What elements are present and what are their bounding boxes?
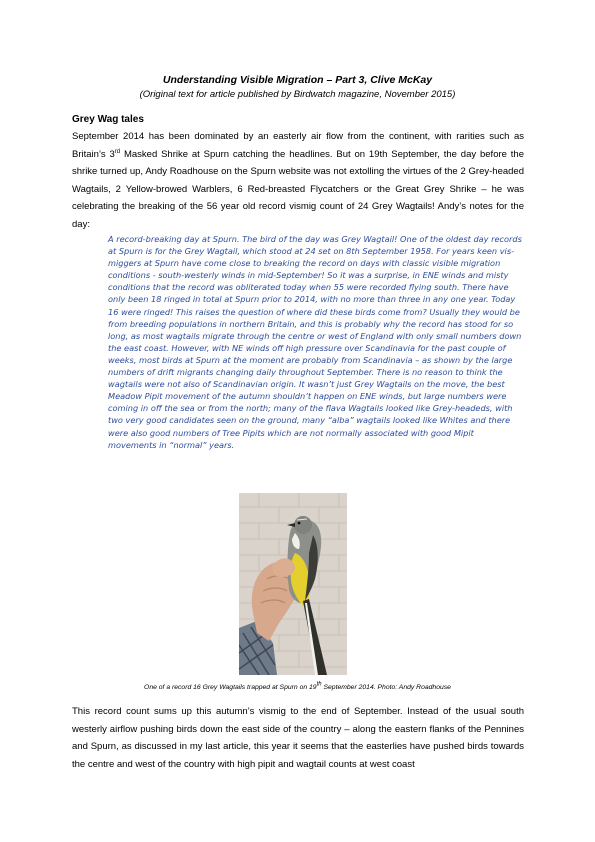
paragraph-intro-text-b: Masked Shrike at Spurn catching the headlines. But on 19th September, the day before the shrike turned up, Andy Roadhouse on the Spurn website was not extolling the virtues of the 2 Grey-headed Wagtails, 2 Yellow-browed Warblers, 6 Red-breasted Flycatchers or the Great Grey Shrike – he was celebrating the breaking of the 56 year old record vismig count of 24 Grey Wagtails! Andy’s notes for the day: — [72, 148, 524, 230]
grey-wagtail-photo — [239, 493, 347, 675]
section-heading: Grey Wag tales — [72, 114, 144, 125]
paragraph-intro — [72, 128, 524, 233]
photo-caption — [0, 681, 595, 691]
paragraph-intro-text-a: September 2014 has been dominated by an easterly air flow from the continent, with rarities such as Britain’s 3 — [72, 131, 524, 160]
article-subtitle: (Original text for article published by Birdwatch magazine, November 2015) — [139, 89, 456, 100]
quoted-notes: A record-breaking day at Spurn. The bird of the day was Grey Wagtail! One of the oldest day records at Spurn is for the Grey Wagtail, which stood at 24 set on 8th September 1958. For years keen vis-miggers at Spurn have come close to breaking the record on days with classic visible migration conditions - south-westerly winds in mid-September! So it was a surprise, in ENE winds and misty conditions that the record was obliterated today when 55 were recorded flying south. There have only been 18 ringed in total at Spurn prior to 2014, with no more than three in any one year. Today 16 were ringed! This raises the question of where did these birds come from? Usually they would be from breeding populations in northern Britain, and this is probably why the record has stood for so long, as most wagtails migrate through the centre or west of England with only small numbers down the east coast. However, with NE winds off high pressure over Scandinavia for the past couple of weeks, most birds at Spurn at the moment are probably from Scandinavia – as shown by the large numbers of drift migrants changing daily throughout September. There is no reason to think the wagtails were not also of Scandinavian origin. It wasn’t just Grey Wagtails on the move, the best Meadow Pipit movement of the autumn shouldn’t happen on ENE winds, but large numbers were coming in off the sea or from the north; many of the flava Wagtails looked like Grey-headeds, with two very good candidates seen on the ground, many “alba” wagtails looked like Whites and there were also good numbers of Tree Pipits which are not normally associated with good Mipit movements in “normal” years. — [108, 234, 522, 450]
paragraph-record-count: This record count sums up this autumn’s vismig to the end of September. Instead of the usual south westerly airflow pushing birds down the east side of the country – along the eastern flanks of the Pennines and Spurn, as discussed in my last article, this year it seems that the easterlies have pushed birds towards the centre and west of the country with high pipit and wagtail counts at west coast — [72, 706, 524, 770]
photo-caption-text-b: September 2014. Photo: Andy Roadhouse — [321, 684, 451, 691]
article-title: Understanding Visible Migration – Part 3, Clive McKay — [162, 74, 433, 86]
superscript-ordinal: rd — [114, 148, 121, 155]
photo-caption-text-a: One of a record 16 Grey Wagtails trapped at Spurn on 19 — [144, 684, 317, 691]
caption-superscript: th — [316, 681, 322, 688]
